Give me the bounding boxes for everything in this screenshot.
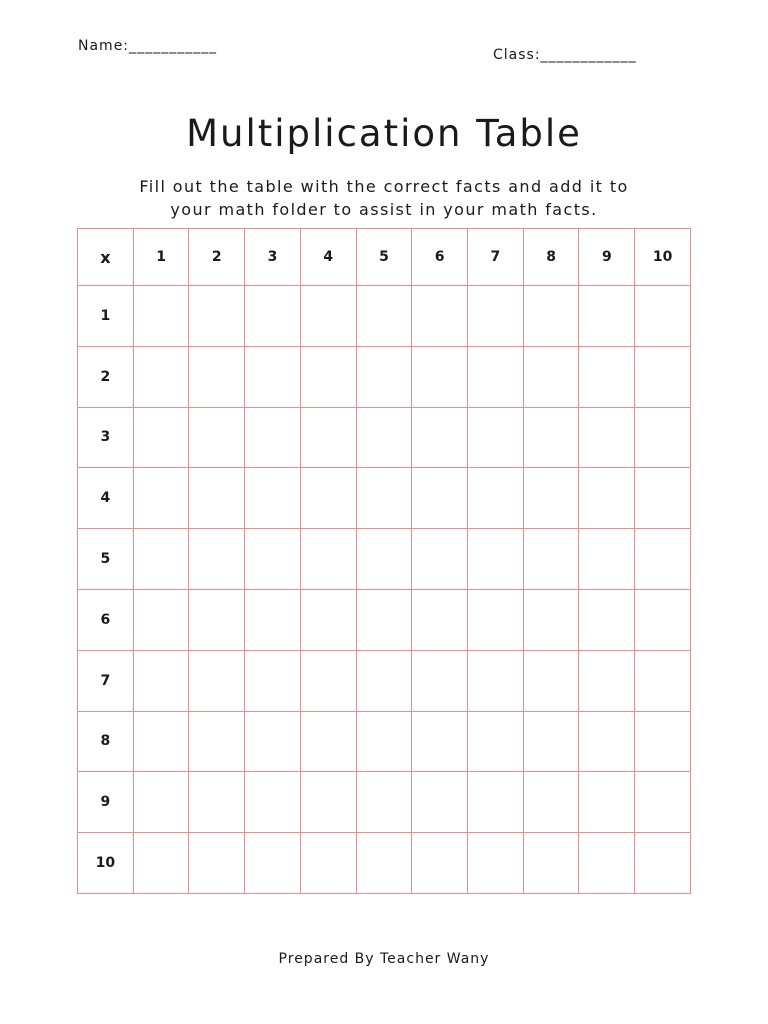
answer-cell <box>523 529 579 590</box>
answer-cell <box>189 589 245 650</box>
footer-credit: Prepared By Teacher Wany <box>278 951 490 967</box>
table-row <box>78 589 691 650</box>
row-header: 6 <box>78 589 134 650</box>
instructions-text <box>40 175 728 221</box>
answer-cell <box>245 468 301 529</box>
answer-cell <box>356 589 412 650</box>
answer-cell <box>468 346 524 407</box>
answer-cell <box>245 833 301 894</box>
answer-cell <box>245 650 301 711</box>
answer-cell <box>189 650 245 711</box>
row-header: 3 <box>78 407 134 468</box>
table-row <box>78 772 691 833</box>
answer-cell <box>579 589 635 650</box>
table-row <box>78 711 691 772</box>
column-header: 1 <box>133 229 189 286</box>
answer-cell <box>635 346 691 407</box>
answer-cell <box>523 468 579 529</box>
column-header: 5 <box>356 229 412 286</box>
answer-cell <box>635 407 691 468</box>
table-row <box>78 833 691 894</box>
answer-cell <box>133 772 189 833</box>
column-header: 6 <box>412 229 468 286</box>
answer-cell <box>579 772 635 833</box>
row-header: 8 <box>78 711 134 772</box>
answer-cell <box>245 346 301 407</box>
answer-cell <box>356 468 412 529</box>
column-header: 4 <box>300 229 356 286</box>
row-header: 4 <box>78 468 134 529</box>
answer-cell <box>412 346 468 407</box>
answer-cell <box>189 711 245 772</box>
answer-cell <box>635 589 691 650</box>
row-header: 2 <box>78 346 134 407</box>
row-header: 10 <box>78 833 134 894</box>
answer-cell <box>412 407 468 468</box>
answer-cell <box>635 286 691 347</box>
answer-cell <box>133 589 189 650</box>
answer-cell <box>133 407 189 468</box>
answer-cell <box>300 529 356 590</box>
answer-cell <box>300 589 356 650</box>
answer-cell <box>412 711 468 772</box>
row-header: 9 <box>78 772 134 833</box>
answer-cell <box>133 529 189 590</box>
answer-cell <box>356 529 412 590</box>
answer-cell <box>133 286 189 347</box>
table-row <box>78 468 691 529</box>
answer-cell <box>412 833 468 894</box>
answer-cell <box>523 286 579 347</box>
answer-cell <box>579 711 635 772</box>
answer-cell <box>468 650 524 711</box>
column-header: 10 <box>635 229 691 286</box>
answer-cell <box>468 589 524 650</box>
column-header: 2 <box>189 229 245 286</box>
answer-cell <box>245 772 301 833</box>
table-row <box>78 407 691 468</box>
answer-cell <box>635 468 691 529</box>
answer-cell <box>300 286 356 347</box>
answer-cell <box>300 468 356 529</box>
answer-cell <box>300 407 356 468</box>
answer-cell <box>189 833 245 894</box>
answer-cell <box>133 468 189 529</box>
answer-cell <box>189 468 245 529</box>
answer-cell <box>412 589 468 650</box>
answer-cell <box>300 346 356 407</box>
answer-cell <box>412 650 468 711</box>
answer-cell <box>635 833 691 894</box>
answer-cell <box>356 772 412 833</box>
answer-cell <box>245 529 301 590</box>
answer-cell <box>300 650 356 711</box>
answer-cell <box>300 772 356 833</box>
answer-cell <box>579 286 635 347</box>
table-row <box>78 286 691 347</box>
answer-cell <box>468 407 524 468</box>
answer-cell <box>468 468 524 529</box>
answer-cell <box>523 346 579 407</box>
answer-cell <box>635 711 691 772</box>
answer-cell <box>468 772 524 833</box>
answer-cell <box>133 650 189 711</box>
header-row <box>78 229 691 286</box>
answer-cell <box>579 346 635 407</box>
answer-cell <box>133 711 189 772</box>
grid-body <box>78 229 691 894</box>
answer-cell <box>356 407 412 468</box>
instructions-line-2: your math folder to assist in your math facts. <box>170 200 598 219</box>
answer-cell <box>189 407 245 468</box>
answer-cell <box>356 711 412 772</box>
answer-cell <box>468 286 524 347</box>
column-header: 9 <box>579 229 635 286</box>
corner-cell: x <box>78 229 134 286</box>
answer-cell <box>579 468 635 529</box>
answer-cell <box>245 407 301 468</box>
answer-cell <box>635 772 691 833</box>
answer-cell <box>133 833 189 894</box>
row-header: 5 <box>78 529 134 590</box>
answer-cell <box>189 346 245 407</box>
answer-cell <box>412 286 468 347</box>
page-title: Multiplication Table <box>186 112 582 155</box>
answer-cell <box>579 529 635 590</box>
answer-cell <box>523 589 579 650</box>
answer-cell <box>635 529 691 590</box>
answer-cell <box>468 833 524 894</box>
name-field-label: Name:___________ <box>78 38 218 54</box>
row-header: 7 <box>78 650 134 711</box>
answer-cell <box>245 286 301 347</box>
column-header: 8 <box>523 229 579 286</box>
answer-cell <box>579 650 635 711</box>
column-header: 3 <box>245 229 301 286</box>
answer-cell <box>412 468 468 529</box>
answer-cell <box>189 529 245 590</box>
answer-cell <box>523 772 579 833</box>
column-header: 7 <box>468 229 524 286</box>
table-row <box>78 346 691 407</box>
answer-cell <box>579 407 635 468</box>
answer-cell <box>523 650 579 711</box>
answer-cell <box>133 346 189 407</box>
answer-cell <box>245 711 301 772</box>
answer-cell <box>523 711 579 772</box>
answer-cell <box>245 589 301 650</box>
answer-cell <box>356 833 412 894</box>
answer-cell <box>356 346 412 407</box>
answer-cell <box>356 650 412 711</box>
answer-cell <box>300 711 356 772</box>
table-row <box>78 650 691 711</box>
answer-cell <box>412 529 468 590</box>
answer-cell <box>468 529 524 590</box>
class-field-label: Class:____________ <box>493 47 637 63</box>
answer-cell <box>523 833 579 894</box>
answer-cell <box>468 711 524 772</box>
answer-cell <box>579 833 635 894</box>
answer-cell <box>635 650 691 711</box>
answer-cell <box>189 286 245 347</box>
answer-cell <box>300 833 356 894</box>
answer-cell <box>189 772 245 833</box>
multiplication-grid <box>77 228 691 894</box>
table-row <box>78 529 691 590</box>
answer-cell <box>412 772 468 833</box>
answer-cell <box>523 407 579 468</box>
instructions-line-1: Fill out the table with the correct facts and add it to <box>139 177 629 196</box>
answer-cell <box>356 286 412 347</box>
row-header: 1 <box>78 286 134 347</box>
